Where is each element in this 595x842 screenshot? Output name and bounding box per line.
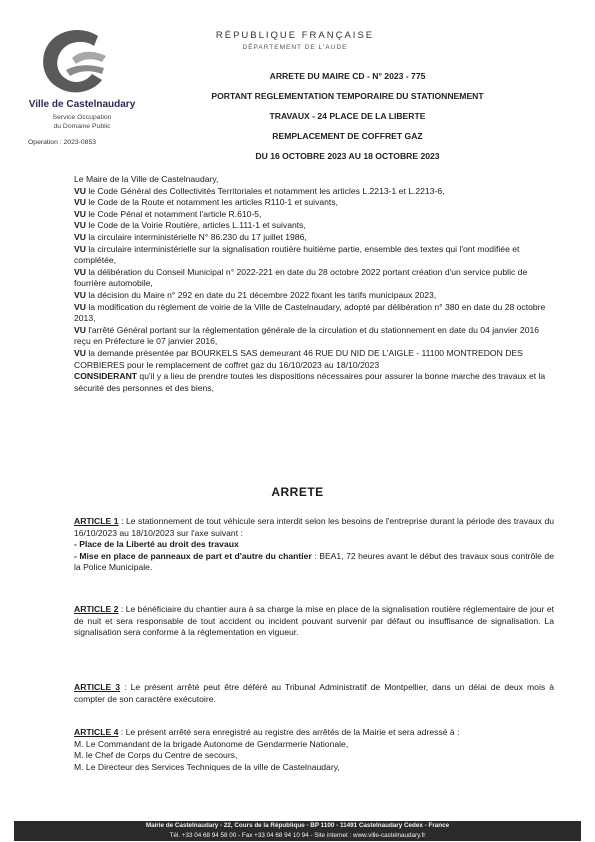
article-3 (74, 682, 554, 705)
article-2-label: ARTICLE 2 (74, 604, 119, 614)
vu-item: VU la circulaire interministérielle N° 86.230 du 17 juillet 1986, (74, 231, 307, 242)
decree-subject: PORTANT REGLEMENTATION TEMPORAIRE DU STATIONNEMENT (211, 91, 484, 101)
article-3-label: ARTICLE 3 (74, 682, 121, 692)
service-line-1: Service Occupation (52, 114, 112, 121)
article-4-text: : Le présent arrêté sera enregistré au registre des arrêtés de la Mairie et sera adressé à : (118, 727, 460, 737)
article-4-label: ARTICLE 4 (74, 727, 119, 737)
vu-item: VU la circulaire interministérielle sur la signalisation routière huitième partie, ensemble des textes qui l'ont modifiée et complétée, (74, 243, 520, 266)
article-3-text: : Le présent arrêté peut être déféré au Tribunal Administratif de Montpellier, dans un délai de deux mois à compter de son caractère exécutoire. (74, 682, 554, 704)
vu-item: VU la demande présentée par BOURKELS SAS demeurant 46 RUE DU NID DE L'AIGLE - 11100 MONTREDON DES CORBIERES pour le remplacement de coffret gaz du 16/10/2023 au 18/10/2023 (74, 347, 523, 370)
footer-address: Mairie de Castelnaudary - 22, Cours de la République - BP 1100 - 11491 Castelnaudary Cedex - France (145, 822, 450, 829)
republic-heading: RÉPUBLIQUE FRANÇAISE (215, 30, 375, 41)
service-name (30, 113, 134, 131)
operation-number: Operation : 2023-0853 (28, 139, 97, 146)
vu-item: VU la délibération du Conseil Municipal n° 2022-221 en date du 28 octobre 2022 portant création d'un service public de fourrière automobile, (74, 266, 528, 289)
preamble-intro: Le Maire de la Ville de Castelnaudary, (74, 174, 219, 184)
recipient: M. le Chef de Corps du Centre de secours, (74, 750, 238, 761)
article-1-panneaux-text: : BEA1, 72 heures avant le début des travaux sous contrôle de la Police Municipale. (74, 550, 554, 573)
page-footer (14, 821, 581, 841)
vu-item: VU le Code Général des Collectivités Territoriales et notamment les articles L.2213-1 et L.2213-6, (74, 185, 445, 196)
vu-item: VU la modification du règlement de voirie de la Ville de Castelnaudary, adopté par délibération n° 380 en date du 28 octobre 2013, (74, 301, 546, 324)
decree-dates: DU 16 OCTOBRE 2023 AU 18 OCTOBRE 2023 (255, 151, 440, 161)
arrete-heading: ARRETE (271, 485, 324, 499)
article-1-text: : Le stationnement de tout véhicule sera interdit selon les besoins de l'entreprise durant la période des travaux du 16/10/2023 au 18/10/2023 sur l'axe suivant : (74, 516, 555, 538)
recipient: M. Le Directeur des Services Techniques de la ville de Castelnaudary, (74, 761, 340, 772)
vu-item: VU le Code de la Voirie Routière, articles L.111-1 et suivants, (74, 220, 306, 231)
recipient: M. Le Commandant de la brigade Autonome de Gendarmerie Nationale, (74, 738, 349, 749)
article-4 (74, 727, 554, 773)
article-2-text: : Le bénéficiaire du chantier aura à sa charge la mise en place de la signalisation routière réglementaire de jour et de nuit et sera responsable de tout accident ou incident pouvant survenir par défaut ou insuffisance de signalisation. La signalisation sera conforme à la réglementation en vigueur. (74, 604, 555, 638)
preamble (74, 174, 554, 394)
vu-item: VU la décision du Maire n° 292 en date du 21 décembre 2022 fixant les tarifs municipaux 2023, (74, 289, 437, 300)
decree-number: ARRETE DU MAIRE CD - N° 2023 - 775 (269, 71, 426, 81)
article-1-label: ARTICLE 1 (74, 516, 119, 526)
department-heading: DÉPARTEMENT DE L'AUDE (242, 44, 348, 51)
footer-contact: Tél. +33 04 68 94 58 00 - Fax +33 04 68 94 10 94 - Site internet : www.ville-castelnaudary.fr (169, 832, 426, 839)
decree-location: TRAVAUX - 24 PLACE DE LA LIBERTE (269, 111, 426, 121)
decree-works: REMPLACEMENT DE COFFRET GAZ (272, 131, 423, 141)
vu-item: VU l'arrêté Général portant sur la réglementation générale de la circulation et du stationnement en date du 04 janvier 2016 reçu en Préfecture le 07 janvier 2016, (74, 324, 540, 347)
city-name: Ville de Castelnaudary (28, 99, 136, 110)
article-1-place: - Place de la Liberté au droit des travaux (74, 539, 239, 550)
considerant-item: CONSIDERANT qu'il y a lieu de prendre toutes les dispositions nécessaires pour assurer la bonne marche des travaux et la sécurité des personnes et des biens, (74, 371, 546, 393)
service-line-2: du Domaine Public (53, 123, 111, 130)
castelnaudary-logo-icon (36, 22, 116, 102)
article-1-panneaux-label: - Mise en place de panneaux de part et d'autre du chantier (74, 550, 312, 561)
vu-item: VU le Code de la Route et notamment les articles R110-1 et suivants, (74, 197, 339, 208)
article-2 (74, 604, 554, 639)
article-1 (74, 516, 554, 574)
city-logo (36, 22, 116, 102)
vu-item: VU le Code Pénal et notamment l'article R.610-5, (74, 208, 262, 219)
